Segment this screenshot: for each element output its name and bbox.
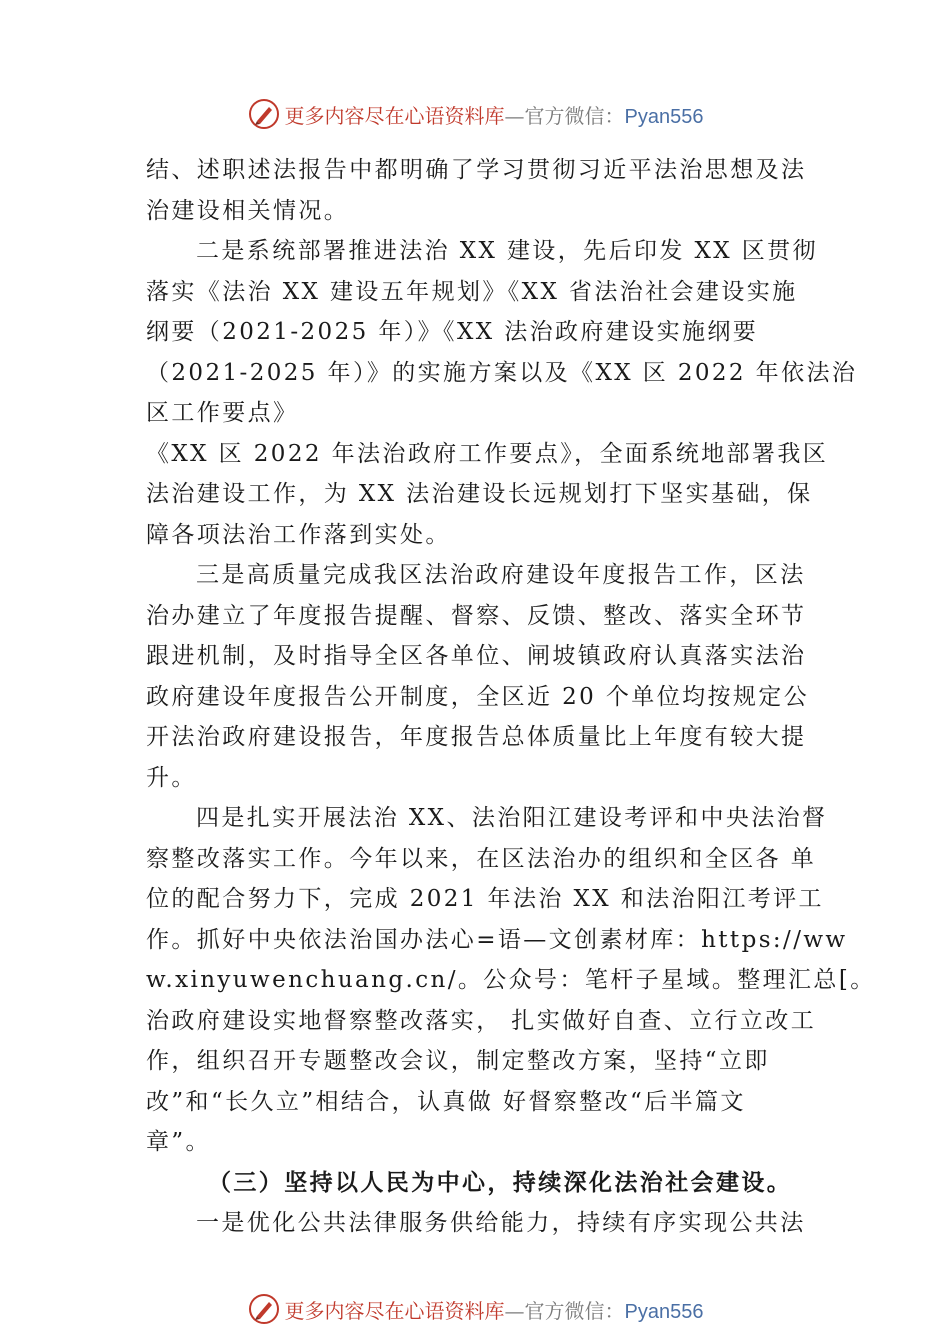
text-line: 升。	[146, 764, 197, 791]
footer-banner-gray: —官方微信：	[504, 1298, 625, 1323]
text-line: 《XX 区 2022 年法治政府工作要点》，全面系统地部署我区	[146, 440, 829, 467]
text-line: 察整改落实工作。今年以来，在区法治办的组织和全区各 单	[146, 845, 817, 872]
text-line: 纲要（2021-2025 年）》《XX 法治政府建设实施纲要	[146, 319, 759, 345]
text-line: 区工作要点》	[146, 400, 299, 426]
text-line: 二是系统部署推进法治 XX 建设，先后印发 XX 区贯彻	[196, 238, 818, 264]
footer-banner-red: 更多内容尽在心语资料库	[284, 1298, 505, 1323]
text-line: 治办建立了年度报告提醒、督察、反馈、整改、落实全环节	[146, 602, 807, 629]
text-line: 治建设相关情况。	[146, 197, 350, 224]
text-line: 一是优化公共法律服务供给能力，持续有序实现公共法	[196, 1210, 806, 1236]
text-line: 作。抓好中央依法治国办法心=语—文创素材库：https://ww	[146, 926, 848, 953]
text-line: 跟进机制，及时指导全区各单位、闸坡镇政府认真落实法治	[146, 643, 807, 669]
footer-banner-text	[285, 1295, 704, 1324]
text-line: w.xinyuwenchuang.cn/。公众号：笔杆子星域。整理汇总[。	[146, 967, 876, 993]
text-line: 落实《法治 XX 建设五年规划》《XX 省法治社会建设实施	[146, 278, 798, 305]
text-line: 作，组织召开专题整改会议，制定整改方案，坚持“立即	[146, 1048, 770, 1074]
pen-logo-icon	[247, 97, 281, 131]
header-banner-red: 更多内容尽在心语资料库	[284, 103, 505, 128]
text-line: 政府建设年度报告公开制度，全区近 20 个单位均按规定公	[146, 683, 810, 710]
pen-logo-icon	[247, 1292, 281, 1326]
header-banner-text	[285, 100, 704, 129]
text-line: 章”。	[146, 1129, 211, 1155]
text-line: （2021-2025 年）》的实施方案以及《XX 区 2022 年依法治	[146, 359, 858, 386]
text-line: 结、述职述法报告中都明确了学习贯彻习近平法治思想及法	[146, 157, 807, 183]
section-heading: （三）坚持以人民为中心，持续深化法治社会建设。	[208, 1168, 793, 1196]
text-line: 法治建设工作，为 XX 法治建设长远规划打下坚实基础，保	[146, 481, 813, 507]
text-line: 四是扎实开展法治 XX、法治阳江建设考评和中央法治督	[196, 805, 828, 831]
text-line: 位的配合努力下，完成 2021 年法治 XX 和法治阳江考评工	[146, 886, 824, 912]
header-banner-gray: —官方微信：	[504, 103, 625, 128]
text-line: 改”和“长久立”相结合，认真做 好督察整改“后半篇文	[146, 1088, 746, 1115]
text-line: 障各项法治工作落到实处。	[146, 521, 451, 548]
text-line: 开法治政府建设报告，年度报告总体质量比上年度有较大提	[146, 724, 807, 750]
footer-banner	[0, 1289, 950, 1329]
text-line: 三是高质量完成我区法治政府建设年度报告工作，区法	[196, 562, 806, 588]
header-banner	[0, 94, 950, 134]
document-body	[146, 150, 876, 1244]
footer-banner-blue: Pyan556	[624, 1300, 704, 1323]
header-banner-blue: Pyan556	[624, 105, 704, 128]
text-line: 治政府建设实地督察整改落实， 扎实做好自查、立行立改工	[146, 1007, 817, 1034]
